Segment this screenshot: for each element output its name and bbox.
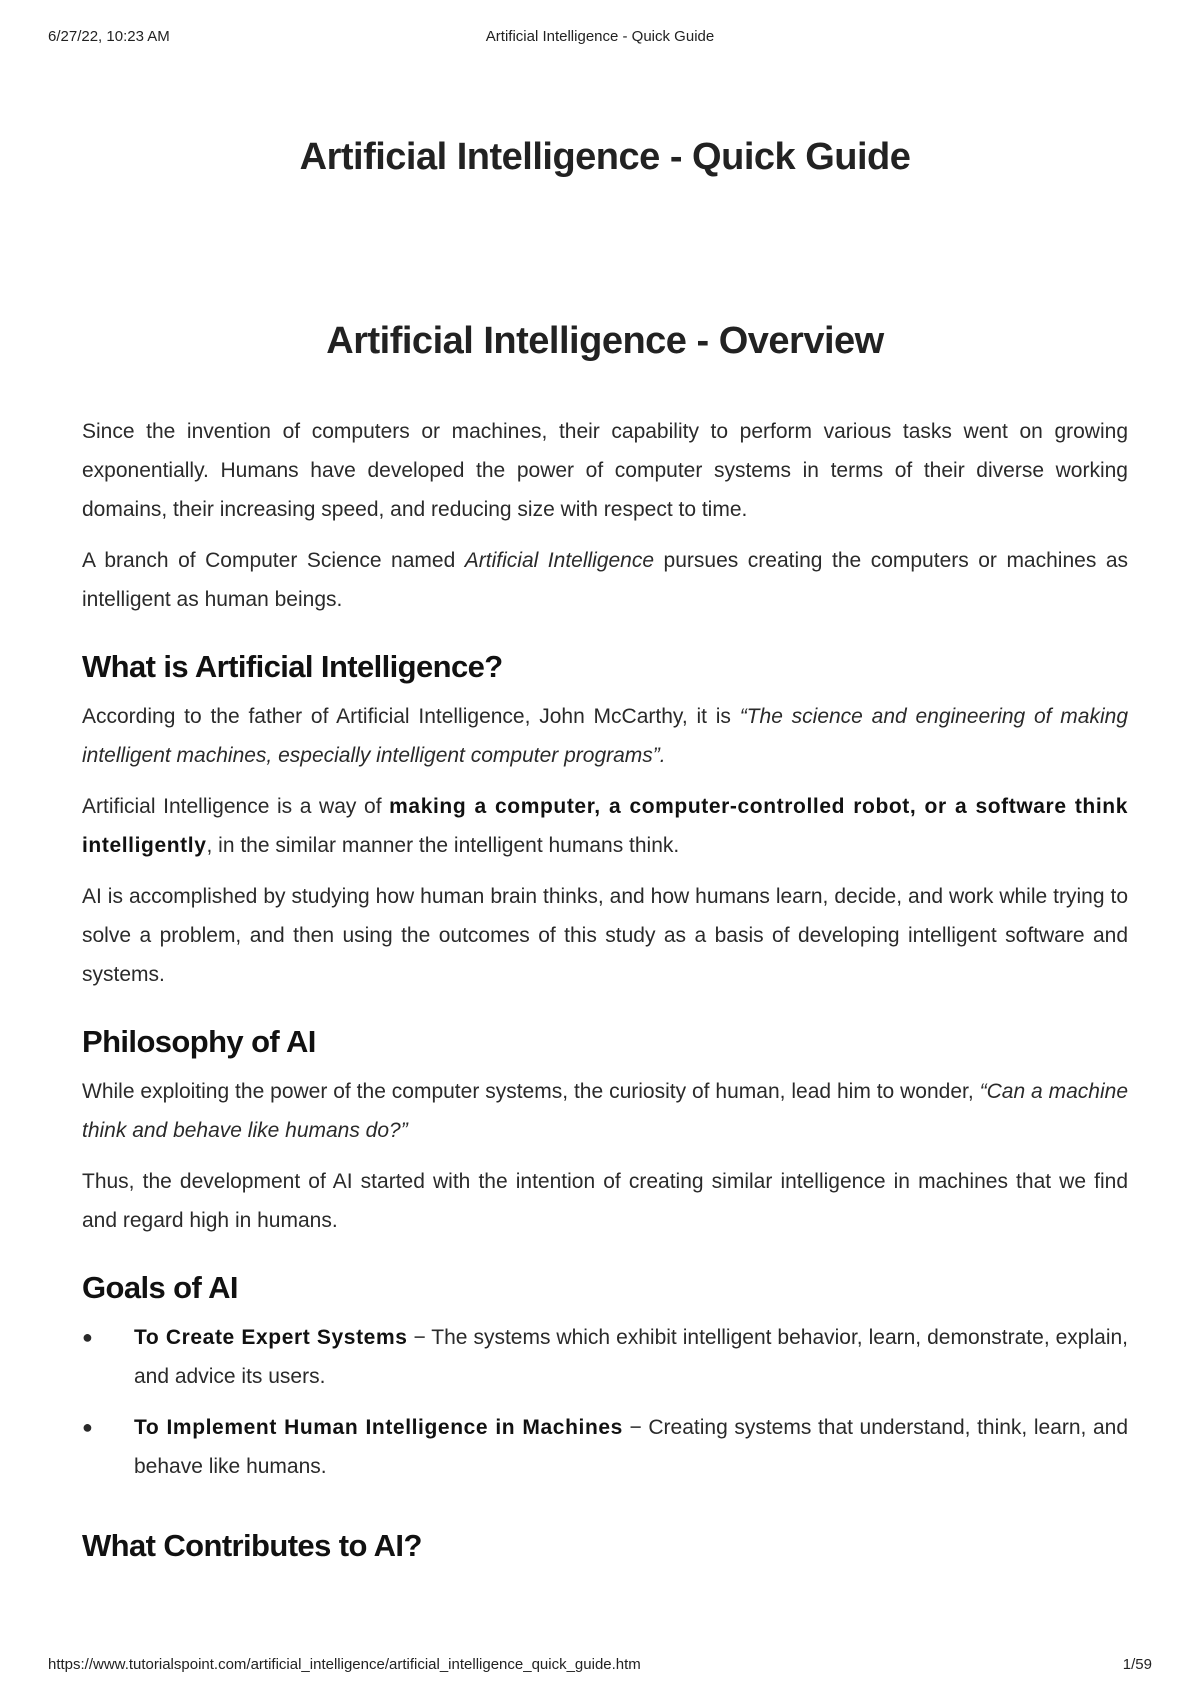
- text-run: According to the father of Artificial Intelligence, John McCarthy, it is: [82, 705, 740, 728]
- page-number: 1/59: [1122, 1656, 1152, 1673]
- heading-contributes: What Contributes to AI?: [82, 1528, 422, 1563]
- list-item: [82, 1318, 1128, 1396]
- goal-text: − Creating systems that understand, think, learn, and behave like humans.: [134, 1416, 1129, 1478]
- bold-definition: making a computer, a computer-controlled robot, or a software think intelligently: [82, 795, 1128, 857]
- print-header: [48, 28, 1152, 50]
- print-page-title: Artificial Intelligence - Quick Guide: [485, 28, 715, 45]
- philosophy-question: “Can a machine think and behave like humans do?”: [82, 1080, 1128, 1142]
- text-run: A branch of Computer Science named: [82, 549, 465, 572]
- text-run: While exploiting the power of the computer systems, the curiosity of human, lead him to wonder,: [82, 1080, 980, 1103]
- heading-what-is-ai: What is Artificial Intelligence?: [82, 649, 503, 684]
- heading-goals: Goals of AI: [82, 1270, 238, 1305]
- mccarthy-quote: “The science and engineering of making intelligent machines, especially intelligent computer programs”.: [82, 705, 1128, 767]
- section-title: Artificial Intelligence - Overview: [326, 320, 884, 362]
- text-run: Artificial Intelligence is a way of: [82, 795, 390, 818]
- philosophy-paragraph-1: [82, 1072, 1128, 1150]
- heading-philosophy: Philosophy of AI: [82, 1024, 316, 1059]
- list-item: [82, 1408, 1129, 1486]
- goal-title: To Implement Human Intelligence in Machines: [134, 1416, 623, 1439]
- goals-list: [82, 1318, 1128, 1486]
- print-footer: [48, 1656, 1152, 1678]
- goal-text: − The systems which exhibit intelligent behavior, learn, demonstrate, explain, and advice its users.: [134, 1326, 1128, 1388]
- what-is-paragraph-1: [82, 697, 1128, 775]
- bullet-icon: ●: [82, 1417, 93, 1437]
- overview-paragraph-2: [82, 541, 1128, 619]
- bullet-icon: ●: [82, 1327, 93, 1347]
- text-run: , in the similar manner the intelligent humans think.: [206, 834, 680, 857]
- what-is-paragraph-3: AI is accomplished by studying how human brain thinks, and how humans learn, decide, and work while trying to solve a problem, and then using the outcomes of this study as a basis of developing intelligent software and systems.: [82, 885, 1128, 986]
- what-is-paragraph-2: [82, 787, 1128, 865]
- document-title: Artificial Intelligence - Quick Guide: [299, 136, 911, 178]
- page-url-link[interactable]: https://www.tutorialspoint.com/artificial_intelligence/artificial_intelligence_quick_guide.htm: [48, 1656, 641, 1673]
- text-run: pursues creating the computers or machines as intelligent as human beings.: [82, 549, 1129, 611]
- goal-title: To Create Expert Systems: [134, 1326, 408, 1349]
- italic-term: Artificial Intelligence: [464, 549, 655, 572]
- article-body: [82, 412, 1128, 1576]
- print-datetime: 6/27/22, 10:23 AM: [48, 28, 170, 45]
- overview-paragraph-1: Since the invention of computers or machines, their capability to perform various tasks went on growing exponentially. Humans have developed the power of computer systems in terms of their diverse working domains, their increasing speed, and reducing size with respect to time.: [82, 420, 1128, 521]
- philosophy-paragraph-2: Thus, the development of AI started with the intention of creating similar intelligence in machines that we find and regard high in humans.: [82, 1170, 1128, 1232]
